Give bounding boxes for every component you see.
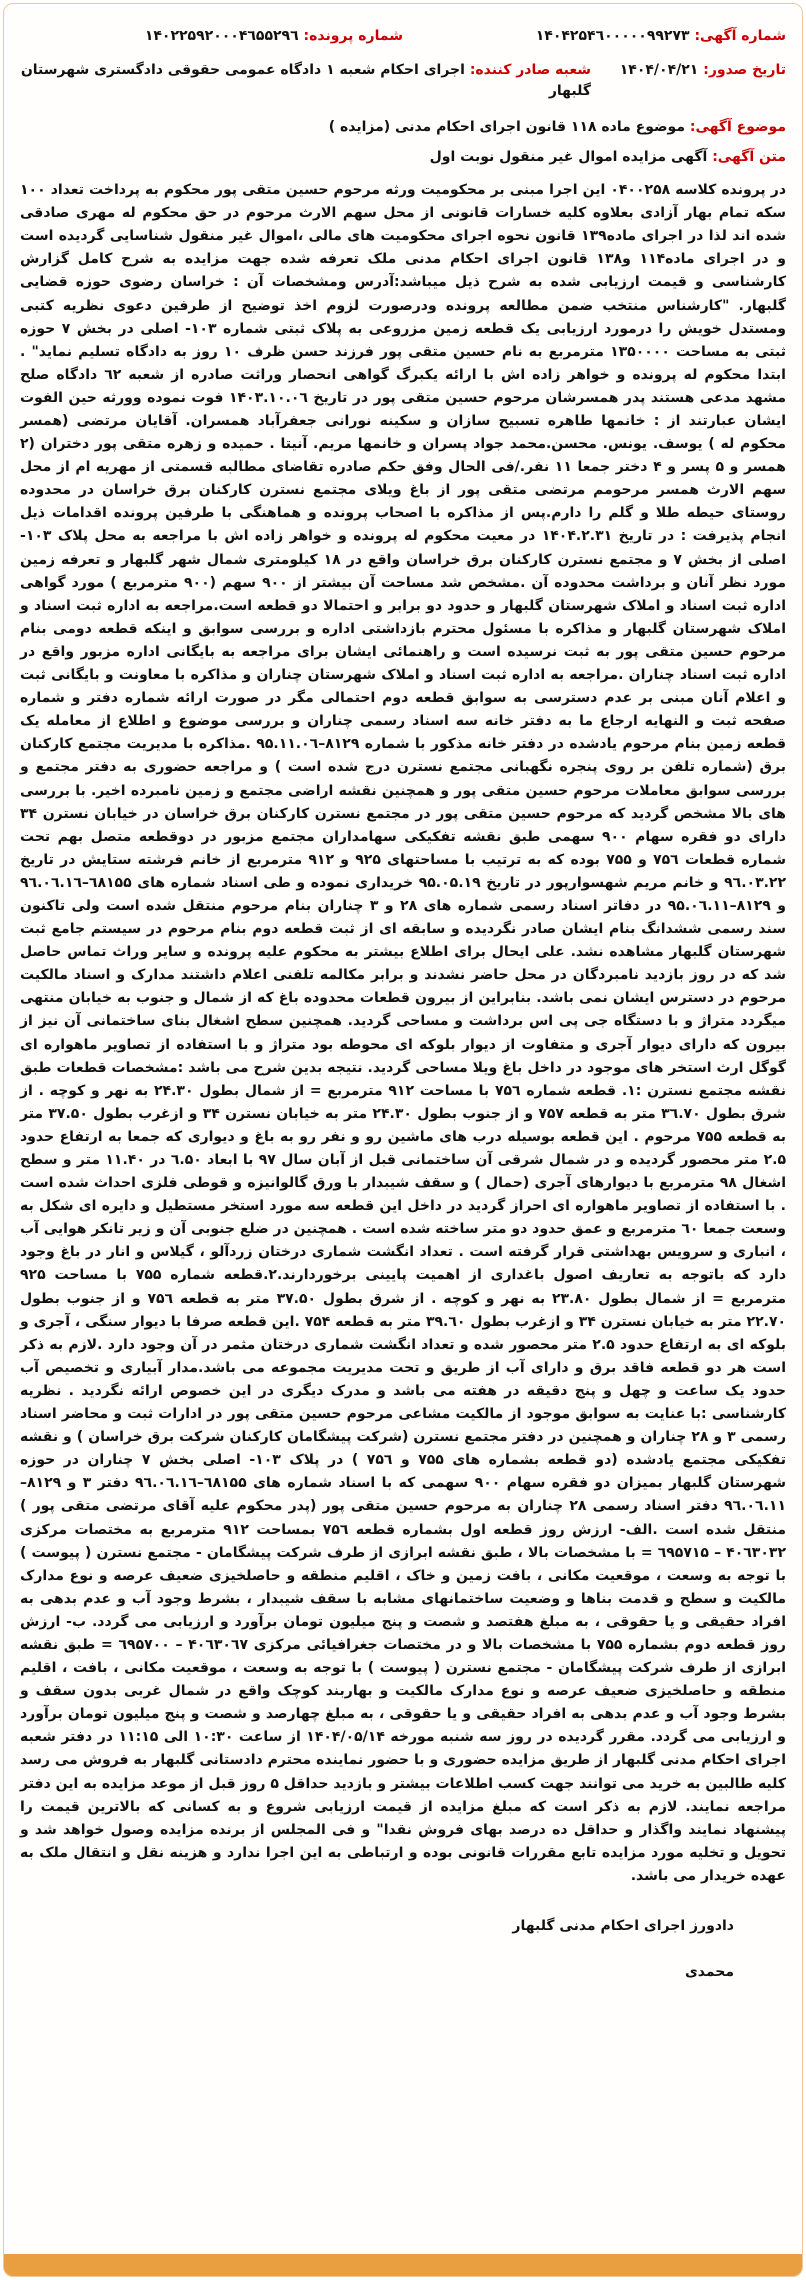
notice-number-label: شماره آگهی:: [694, 28, 786, 44]
notice-title-row: [20, 149, 786, 165]
notice-subject-row: [20, 119, 786, 135]
notice-number-value: ۱۴۰۴۲۵۴٦۰۰۰۰۰۹۹۲۷۳: [535, 28, 690, 44]
case-number-label: شماره پرونده:: [303, 28, 403, 44]
issue-date-label: تاریخ صدور:: [703, 61, 786, 78]
signature-name: محمدی: [684, 1964, 734, 1980]
signature-block: [20, 1918, 786, 1980]
document-frame: [3, 3, 803, 2277]
notice-body-label: متن آگهی:: [712, 149, 786, 166]
document-content: [4, 4, 802, 2254]
signature-role: دادورز اجرای احکام مدنی گلبهار: [512, 1918, 734, 1934]
notice-title-value: آگهی مزایده اموال غیر منقول نوبت اول: [429, 149, 708, 166]
notice-number-field: [403, 26, 786, 48]
notice-body-text: در پرونده کلاسه ۰۴۰۰۲۵۸ این اجرا مبنی بر محکومیت ورثه مرحوم حسین متقی پور محکوم به پرداخت تعداد ۱۰۰ سکه تمام بهار آزادی بعلاوه کلیه خسارات قانونی از محل سهم الارث مرحوم در حق محکوم له مهری صادقی شده اند لذا در اجرای ماده۱۳۹ قانون نحوه اجرای محکومیت های مالی ،اموال غیر منقول شناسایی گردیده است و در اجرای ماده۱۱۴ و۱۳۸ قانون اجرای احکام مدنی ملک تعرفه شده جهت مزایده به شرح کامل گزارش کارشناسی و قیمت ارزیابی شده به شرح ذیل میباشد:آدرس ومشخصات آن : خراسان رضوی حوزه قضایی گلبهار. "کارشناس منتخب ضمن مطالعه پرونده ودرصورت لزوم اخذ توضیح از طرفین دعوی نظریه کتبی ومستدل خویش را درمورد ارزیابی یک قطعه زمین مزروعی به پلاک ثبتی شماره ۱۰۳- اصلی در بخش ۷ حوزه ثبتی به مساحت ۱۳۵۰۰۰۰ مترمربع به نام حسین متقی پور فرزند حسن ظرف ۱۰ روز به دادگاه تسلیم نماید" . ابتدا محکوم له پرونده و خواهر زاده اش با ارائه یکبرگ گواهی انحصار وراثت صادره از شعبه ٦۲ دادگاه صلح مشهد مدعی هستند پدر همسرشان مرحوم حسین متقی پور در تاریخ ۱۴۰۳.۱۰.۰٦ فوت نموده وورثه حین الفوت ایشان عبارتند از : خانمها طاهره تسبیح سازان و سکینه نورانی جعفرآباد همسران. آقایان مرتضی (همسر محکوم له ) یوسف. یونس. محسن.محمد جواد پسران و خانمها مریم. آنیتا . حمیده و زهره متقی پور دختران (۲ همسر و ۵ پسر و ۴ دختر جمعا ۱۱ نفر./فی الحال وفق حکم صادره تقاضای مطالبه قسمتی از مهریه ام از محل سهم الارث همسر مرحومم مرتضی متقی پور از باغ ویلای مجتمع نسترن کارکنان برق خراسان در محدوده روستای حیطه طلا و گلم را دارم.پس از مذاکره با اصحاب پرونده و هماهنگی با طرفین پرونده اقدامات ذیل انجام پذیرفت : در تاریخ ۱۴۰۴.۲.۳۱ در معیت محکوم له پرونده و خواهر زاده اش با مراجعه به محل پلاک ۱۰۳- اصلی از بخش ۷ و مجتمع نسترن کارکنان برق خراسان واقع در ۱۸ کیلومتری شمال شهر گلبهار و تعرفه زمین مورد نظر آنان و برداشت محدوده آن .مشخص شد مساحت آن بیشتر از ۹۰۰ سهم (۹۰۰ مترمربع ) مورد گواهی اداره ثبت اسناد و املاک شهرستان گلبهار و حدود دو برابر و احتمالا دو قطعه است.مراجعه به اداره ثبت اسناد و املاک شهرستان گلبهار و مذاکره با مسئول محترم بازداشتی اداره و بررسی سوابق و اینکه قطعه دومی بنام مرحوم حسین متقی پور به ثبت نرسیده است و راهنمائی ایشان برای مراجعه به بایگانی اداره مزبور واقع در اداره ثبت اسناد چناران .مراجعه به اداره ثبت اسناد و املاک شهرستان چناران و مذاکره با معاونت و بایگانی ثبت و اعلام آنان مبنی بر عدم دسترسی به سوابق قطعه دوم احتمالی مگر در صورت ارائه شماره دفتر و شماره صفحه ثبت و النهایه ارجاع ما به دفتر خانه سه اسناد رسمی چناران و بررسی موضوع و اطلاع از معامله یک قطعه زمین بنام مرحوم یادشده در دفتر خانه مذکور با شماره ۸۱۲۹–۹۵.۱۱.۰٦ .مذاکره با مدیریت مجتمع کارکنان برق (شماره تلفن بر روی پنجره نگهبانی مجتمع نسترن درج شده است ) و مراجعه حضوری به دفتر مجتمع و بررسی سوابق معاملات مرحوم حسین متقی پور و همچنین نقشه اراضی مجتمع و زمین نامبرده اخیر. با بررسی های بالا مشخص گردید که مرحوم حسین متقی پور در مجتمع نسترن کارکنان برق خراسان در خیابان نسترن ۳۴ دارای دو فقره سهام ۹۰۰ سهمی طبق نقشه تفکیکی سهامداران مجتمع مزبور در دوقطعه متصل بهم تحت شماره قطعات ۷۵٦ و ۷۵۵ بوده که به ترتیب با مساحتهای ۹۲۵ و ۹۱۲ مترمربع از خانم فرشته ستایش در تاریخ ۹٦.۰۳.۲۲ و خانم مریم شهسوارپور در تاریخ ۹۵.۰۵.۱۹ خریداری نموده و طی اسناد شماره های ٦۸۱۵۵–۹٦.۰٦.۱٦ و ۸۱۲۹–۹۵.۰٦.۱۱ در دفاتر اسناد رسمی شماره های ۲۸ و ۳ چناران بنام مرحوم منتقل شده است ولی تاکنون سند رسمی ششدانگ بنام ایشان صادر نگردیده و سابقه ای از ثبت قطعه دوم بنام مرحوم در سیستم جامع ثبت شهرستان گلبهار مشاهده نشد. علی ایحال برای اطلاع بیشتر به محکوم علیه پرونده و سایر وراث تماس حاصل شد که در روز بازدید نامبردگان در محل حاضر نشدند و برابر مکالمه تلفنی اعلام داشتند مدارک و اسناد مالکیت مرحوم در دسترس ایشان نمی باشد. بنابراین از بیرون قطعات محدوده باغ که از شمال و جنوب به خیابان منتهی میگردد متراژ و با دستگاه جی پی اس برداشت و مساحی گردید. همچنین سطح اشغال بنای ساختمانی آن نیز از بیرون که دارای دیوار آجری و متفاوت از دیوار بلوکه ای محوطه بود متراژ و با استفاده از تصاویر ماهواره ای گوگل ارث استخر های موجود در داخل باغ ویلا مساحی گردید. نتیجه بدین شرح می باشد :مشخصات قطعات طبق نقشه مجتمع نسترن :۱. قطعه شماره ۷۵٦ با مساحت ۹۱۲ مترمربع = از شمال بطول ۲۴.۳۰ به نهر و کوچه . از شرق بطول ۳٦.۷۰ متر به قطعه ۷۵۷ و از جنوب بطول ۲۴.۳۰ متر به خیابان نسترن ۳۴ و ازغرب بطول ۳۷.۵۰ متر به قطعه ۷۵۵ مرحوم . این قطعه بوسیله درب های ماشین رو و نفر رو به باغ و دیواری که جمعا به ارتفاع حدود ۲.۵ متر محصور گردیده و در شمال شرقی آن ساختمانی قبل از آبان سال ۹۷ با ابعاد ٦.۵۰ در ۱۱.۴۰ متر و سطح اشغال ۹۸ مترمربع با دیوارهای آجری (حمال ) و سقف شیبدار با ورق گالوانیزه و قوطی فلزی احداث شده است . با استفاده از تصاویر ماهواره ای احراز گردید در داخل این قطعه سه مورد استخر مستطیل و دایره ای شکل به وسعت جمعا ٦۰ مترمربع و عمق حدود دو متر ساخته شده است . همچنین در ضلع جنوبی آن و زیر تانکر هوایی آب ، انباری و سرویس بهداشتی قرار گرفته است . تعداد انگشت شماری درختان زردآلو ، گیلاس و انار در باغ وجود دارد که باتوجه به تعاریف اصول باغداری از اهمیت پایینی برخوردارند.۲.قطعه شماره ۷۵۵ با مساحت ۹۲۵ مترمربع = از شمال بطول ۲۳.۸۰ به نهر و کوچه . از شرق بطول ۳۷.۵۰ متر به قطعه ۷۵٦ و از جنوب بطول ۲۲.۷۰ متر به خیابان نسترن ۳۴ و ازغرب بطول ۳۹.٦۰ متر به قطعه ۷۵۴ .این قطعه صرفا با دیوار سنگی ، آجری و بلوکه ای به ارتفاع حدود ۲.۵ متر محصور شده و تعداد انگشت شماری درختان مثمر در آن وجود دارد .لازم به ذکر است هر دو قطعه فاقد برق و دارای آب از طریق و تحت مدیریت مجموعه می باشد.مدار آبیاری و تخصیص آب حدود یک ساعت و چهل و پنج دقیقه در هفته می باشد و مدرک دیگری در این خصوص ارائه نگردید . نظریه کارشناسی :با عنایت به سوابق موجود از مالکیت مشاعی مرحوم حسین متقی پور در ادارات ثبت و محاضر اسناد رسمی ۳ و ۲۸ چناران و همچنین در دفتر مجتمع نسترن (شرکت پیشگامان کارکنان شرکت برق خراسان ) و نقشه تفکیکی مجتمع یادشده (دو قطعه بشماره های ۷۵۵ و ۷۵٦ ) در پلاک ۱۰۳- اصلی بخش ۷ چناران در حوزه شهرستان گلبهار بمیزان دو فقره سهام ۹۰۰ سهمی که با اسناد شماره های ٦۸۱۵۵–۹٦.۰٦.۱٦ دفتر ۳ و ۸۱۲۹–۹٦.۰٦.۱۱ دفتر اسناد رسمی ۲۸ چناران به مرحوم حسین متقی پور (پدر محکوم علیه آقای مرتضی متقی پور ) منتقل شده است .الف- ارزش روز قطعه اول بشماره قطعه ۷۵٦ بمساحت ۹۱۲ مترمربع به مختصات مرکزی ۴۰٦۳۰۳۲ – ٦۹۵۷۱۵ = با مشخصات بالا ، طبق نقشه ابرازی از طرف شرکت پیشگامان - مجتمع نسترن ( پیوست ) با توجه به وسعت ، موقعیت مکانی ، بافت زمین و خاک ، اقلیم منطقه و حاصلخیزی ضعیف عرصه و نوع مدارک مالکیت و سطح و قدمت بناها و وضعیت ساختمانهای مشابه با سقف شیبدار ، بشرط وجود آب و عدم بدهی به افراد حقیقی و یا حقوقی ، به مبلغ هفتصد و شصت و پنج میلیون تومان برآورد و ارزیابی می گردد. ب- ارزش روز قطعه دوم بشماره ۷۵۵ با مشخصات بالا و در مختصات جغرافیائی مرکزی ۴۰٦۳۰٦۷ – ٦۹۵۷۰۰ = طبق نقشه ابرازی از طرف شرکت پیشگامان - مجتمع نسترن ( پیوست ) با توجه به وسعت ، موقعیت مکانی ، بافت ، اقلیم منطقه و حاصلخیزی ضعیف عرصه و نوع مدارک مالکیت و بهاربند کوچک واقع در شمال غربی بدون سقف و بشرط وجود آب و عدم بدهی به افراد حقیقی و یا حقوقی ، به مبلغ چهارصد و شصت و پنج میلیون تومان برآورد و ارزیابی می گردد. مقرر گردیده در روز سه شنبه مورخه ۱۴۰۴/۰۵/۱۴ از ساعت ۱۰:۳۰ الی ۱۱:۱۵ در دفتر شعبه اجرای احکام مدنی گلبهار از طریق مزایده حضوری و با حضور نماینده محترم دادستانی گلبهار به فروش می رسد کلیه طالبین به خرید می توانند جهت کسب اطلاعات بیشتر و بازدید حداقل ۵ روز قبل از موعد مزایده به این دفتر مراجعه نمایند. لازم به ذکر است که مبلغ مزایده از قیمت ارزیابی شروع و به کسانی که بالاترین قیمت را پیشنهاد نمایند واگذار و حداقل ده درصد بهای فروش نقدا" و فی المجلس از برنده مزایده وصول خواهد شد و تحویل و تخلیه مورد مزایده تابع مقررات قانونی بوده و ارتباطی به این اجرا ندارد و هزینه نقل و انتقال ملک به عهده خریدار می باشد.: [20, 182, 787, 1884]
header-row-2: [20, 60, 786, 103]
header-row-1: [20, 26, 786, 48]
issue-date-field: [591, 60, 786, 82]
issuing-branch-label: شعبه صادر کننده:: [469, 61, 591, 78]
case-number-field: [20, 26, 403, 48]
issuing-branch-value: اجرای احکام شعبه ۱ دادگاه عمومی حقوقی دادگستری شهرستان گلبهار: [20, 61, 591, 100]
issuing-branch-field: [20, 60, 591, 103]
notice-subject-label: موضوع آگهی:: [689, 119, 786, 136]
notice-subject-value: موضوع ماده ۱۱۸ قانون اجرای احکام مدنی (مزایده ): [328, 119, 685, 136]
footer-accent-bar: [4, 2254, 802, 2276]
case-number-value: ۱۴۰۲۲۵۹۲۰۰۰۴٦۵۵۲۹٦: [144, 28, 299, 44]
issue-date-value: ۱۴۰۴/۰۴/۲۱: [619, 61, 699, 78]
